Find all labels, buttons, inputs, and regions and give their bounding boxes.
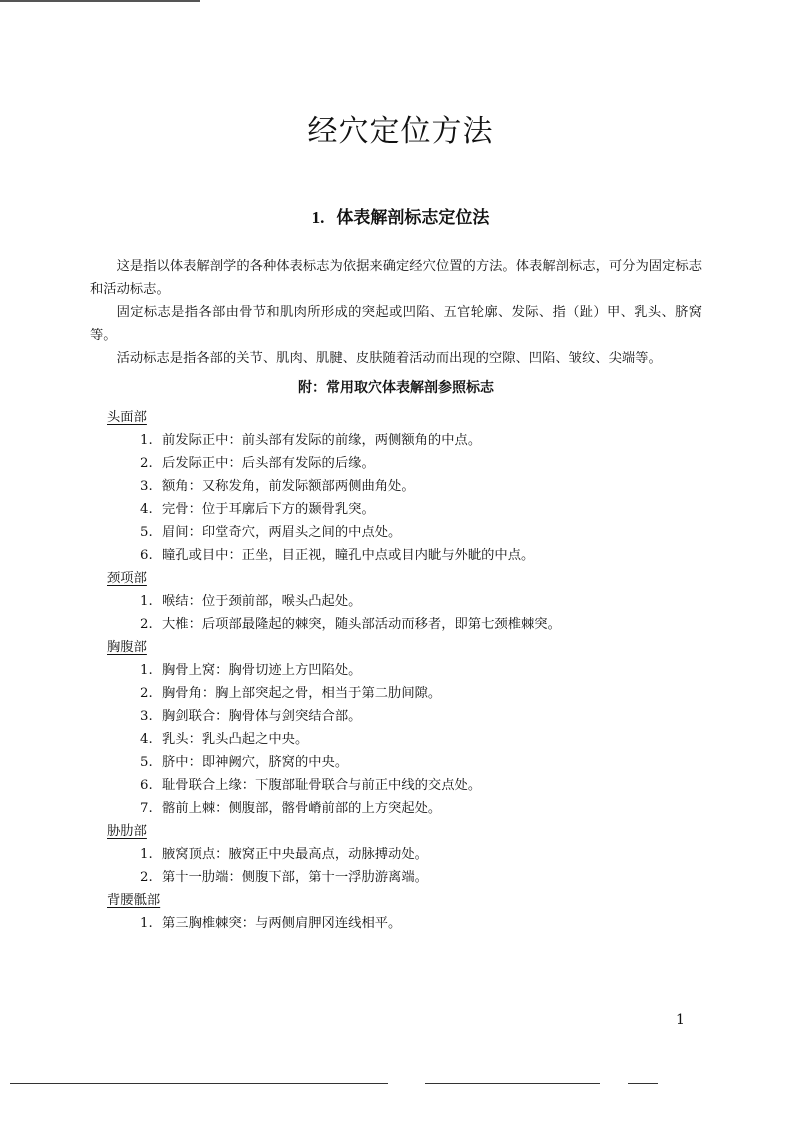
list-item bbox=[140, 843, 702, 866]
paragraph: 固定标志是指各部由骨节和肌肉所形成的突起或凹陷、五官轮廓、发际、指（趾）甲、乳头、脐窝等。 bbox=[90, 305, 702, 343]
item-number: 2. bbox=[140, 456, 153, 471]
item-text: 眉间：印堂奇穴，两眉头之间的中点处。 bbox=[162, 525, 402, 540]
section-number: 1. bbox=[311, 208, 325, 227]
item-text: 耻骨联合上缘：下腹部耻骨联合与前正中线的交点处。 bbox=[162, 778, 482, 793]
list-item bbox=[140, 682, 702, 705]
item-number: 4. bbox=[140, 502, 153, 517]
item-text: 胸骨上窝：胸骨切迹上方凹陷处。 bbox=[162, 663, 362, 678]
item-number: 1. bbox=[140, 663, 153, 678]
section-heading bbox=[0, 203, 801, 228]
list-item bbox=[140, 590, 702, 613]
item-text: 大椎：后项部最隆起的棘突，随头部活动而移者，即第七颈椎棘突。 bbox=[162, 617, 561, 632]
item-text: 第十一肋端：侧腹下部，第十一浮肋游离端。 bbox=[162, 870, 428, 885]
scan-edge-top bbox=[0, 0, 200, 2]
list-item bbox=[140, 797, 702, 820]
item-number: 2. bbox=[140, 870, 153, 885]
list-item bbox=[140, 429, 702, 452]
item-text: 脐中：即神阙穴，脐窝的中央。 bbox=[162, 755, 349, 770]
item-number: 1. bbox=[140, 594, 153, 609]
list-item bbox=[140, 912, 702, 935]
list-item bbox=[140, 866, 702, 889]
landmark-groups bbox=[90, 406, 702, 935]
item-text: 胸剑联合：胸骨体与剑突结合部。 bbox=[162, 709, 362, 724]
item-number: 6. bbox=[140, 778, 153, 793]
list-item bbox=[140, 498, 702, 521]
item-number: 2. bbox=[140, 686, 153, 701]
list-item bbox=[140, 452, 702, 475]
item-text: 乳头：乳头凸起之中央。 bbox=[162, 732, 309, 747]
item-number: 7. bbox=[140, 801, 153, 816]
list-item bbox=[140, 705, 702, 728]
item-text: 额角：又称发角，前发际额部两侧曲角处。 bbox=[162, 479, 415, 494]
list-item bbox=[140, 751, 702, 774]
page-title: 经穴定位方法 bbox=[307, 114, 494, 149]
item-text: 髂前上棘：侧腹部，髂骨嵴前部的上方突起处。 bbox=[162, 801, 442, 816]
page-number: 1 bbox=[676, 1012, 685, 1028]
group-label: 颈项部 bbox=[107, 571, 147, 586]
paragraph: 活动标志是指各部的关节、肌肉、肌腱、皮肤随着活动而出现的空隙、凹陷、皱纹、尖端等。 bbox=[116, 351, 662, 366]
scan-rule bbox=[10, 1083, 388, 1084]
group-label: 背腰骶部 bbox=[107, 893, 161, 908]
group-label: 胁肋部 bbox=[107, 824, 147, 839]
list-item bbox=[140, 613, 702, 636]
item-number: 1. bbox=[140, 433, 153, 448]
list-item bbox=[140, 774, 702, 797]
item-number: 6. bbox=[140, 548, 153, 563]
list-item bbox=[140, 544, 702, 567]
item-number: 5. bbox=[140, 755, 153, 770]
item-number: 5. bbox=[140, 525, 153, 540]
item-text: 胸骨角：胸上部突起之骨，相当于第二肋间隙。 bbox=[162, 686, 442, 701]
item-number: 3. bbox=[140, 709, 153, 724]
document-body bbox=[90, 255, 702, 935]
list-item bbox=[140, 475, 702, 498]
item-number: 1. bbox=[140, 916, 153, 931]
item-text: 前发际正中：前头部有发际的前缘，两侧额角的中点。 bbox=[162, 433, 482, 448]
item-number: 3. bbox=[140, 479, 153, 494]
list-item bbox=[140, 659, 702, 682]
item-text: 腋窝顶点：腋窝正中央最高点，动脉搏动处。 bbox=[162, 847, 428, 862]
item-text: 完骨：位于耳廓后下方的颞骨乳突。 bbox=[162, 502, 375, 517]
paragraph: 这是指以体表解剖学的各种体表标志为依据来确定经穴位置的方法。体表解剖标志，可分为固定标志和活动标志。 bbox=[90, 259, 702, 297]
group-label: 胸腹部 bbox=[107, 640, 147, 655]
item-text: 后发际正中：后头部有发际的后缘。 bbox=[162, 456, 375, 471]
section-title: 体表解剖标志定位法 bbox=[336, 208, 490, 228]
item-text: 第三胸椎棘突：与两侧肩胛冈连线相平。 bbox=[162, 916, 402, 931]
list-item bbox=[140, 728, 702, 751]
group-label: 头面部 bbox=[107, 410, 147, 425]
item-text: 喉结：位于颈前部，喉头凸起处。 bbox=[162, 594, 362, 609]
appendix-heading: 附：常用取穴体表解剖参照标志 bbox=[298, 380, 494, 396]
item-number: 4. bbox=[140, 732, 153, 747]
scan-rule bbox=[425, 1083, 600, 1084]
list-item bbox=[140, 521, 702, 544]
item-number: 1. bbox=[140, 847, 153, 862]
item-text: 瞳孔或目中：正坐，目正视，瞳孔中点或目内眦与外眦的中点。 bbox=[162, 548, 535, 563]
item-number: 2. bbox=[140, 617, 153, 632]
scan-rule bbox=[628, 1083, 658, 1084]
